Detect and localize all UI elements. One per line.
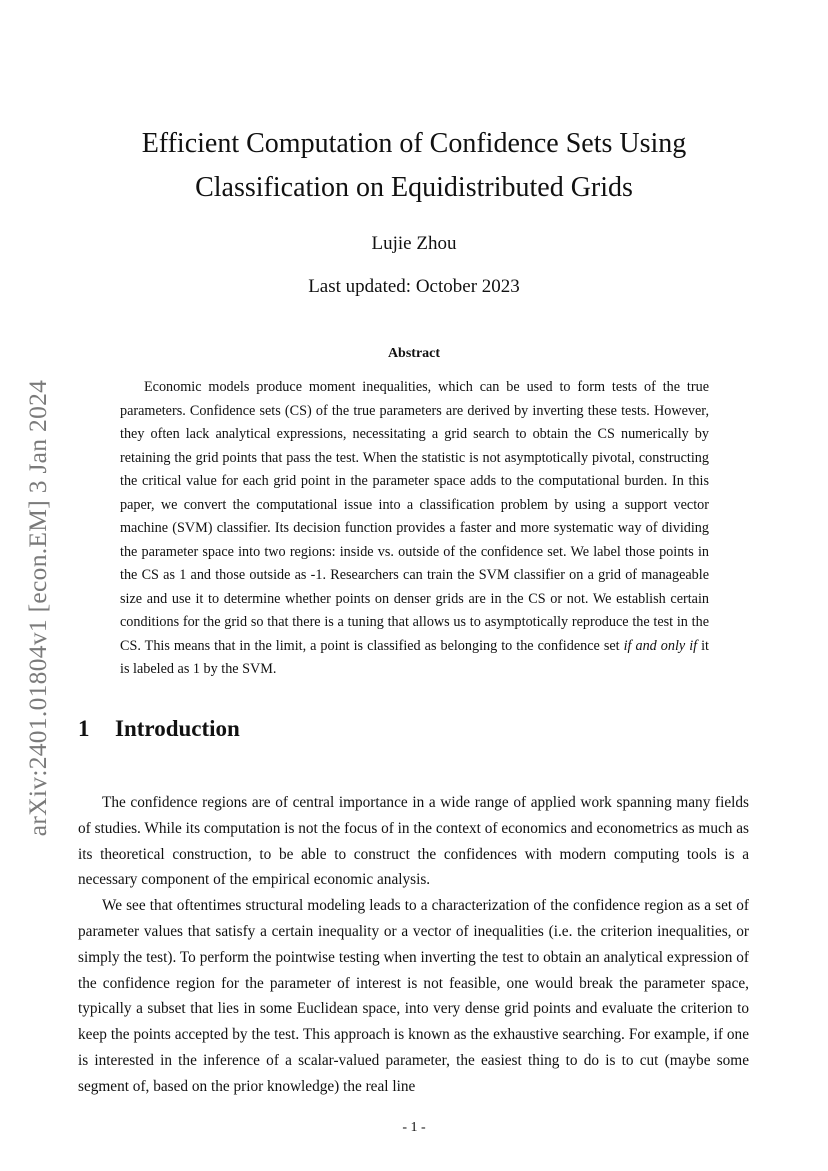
introduction-paragraph-2: We see that oftentimes structural modeling leads to a characterization of the confidence region as a set of parameter values that satisfy a certain inequality or a vector of inequalities (i.e. the criterion inequalities, or simply the test). To perform the pointwise testing when inverting the test to obtain an analytical expression of the confidence region for the parameter of interest is not feasible, one would break the parameter space, typically a subset that lies in some Euclidean space, into very dense grid points and evaluate the criterion to keep the points accepted by the test. This approach is known as the exhaustive searching. For example, if one is interested in the inference of a scalar-valued parameter, the easiest thing to do is to cut (maybe some segment of, based on the prior knowledge) the real line [78,897,749,1095]
page-number: - 1 - [402,1120,426,1135]
paper-title-line-2: Classification on Equidistributed Grids [195,172,633,203]
abstract-text-main: Economic models produce moment inequalities, which can be used to form tests of the true parameters. Confidence sets (CS) of the true parameters are derived by inverting these tests. However, they often lack analytical expressions, necessitating a grid search to obtain the CS numerically by retaining the grid points that pass the test. When the statistic is not asymptotically pivotal, constructing the critical value for each grid point in the parameter space adds to the computational burden. In this paper, we convert the computational issue into a classification problem by using a support vector machine (SVM) classifier. Its decision function provides a faster and more systematic way of dividing the parameter space into two regions: inside vs. outside of the confidence set. We label those points in the CS as 1 and those outside as -1. Researchers can train the SVM classifier on a grid of manageable size and use it to determine whether points on denser grids are in the CS or not. We establish certain conditions for the grid so that there is a tuning that allows us to asymptotically reproduce the test in the CS. This means that in the limit, a point is classified as belonging to the confidence set [120,379,709,654]
abstract-text [120,376,709,682]
last-updated-date: Last updated: October 2023 [308,276,520,297]
abstract-heading: Abstract [387,346,441,361]
arxiv-identifier: arXiv:2401.01804v1 [econ.EM] 3 Jan 2024 [23,379,52,836]
author-name: Lujie Zhou [371,233,457,254]
abstract-emphasis: if and only if [623,637,698,654]
section-title: Introduction [115,716,240,741]
introduction-body [78,790,749,1100]
introduction-paragraph-1: The confidence regions are of central importance in a wide range of applied work spanning many fields of studies. While its computation is not the focus of in the context of economics and econometrics as much as its theoretical construction, to be able to construct the confidences with modern computing tools is a necessary component of the empirical economic analysis. [78,794,749,889]
section-heading-introduction [78,716,240,742]
paper-title [100,122,728,210]
paper-title-line-1: Efficient Computation of Confidence Sets Using [141,128,687,159]
section-number: 1 [78,716,90,741]
abstract-text-end: it is labeled as 1 by the SVM. [120,637,709,677]
arxiv-identifier-margin [8,355,68,860]
